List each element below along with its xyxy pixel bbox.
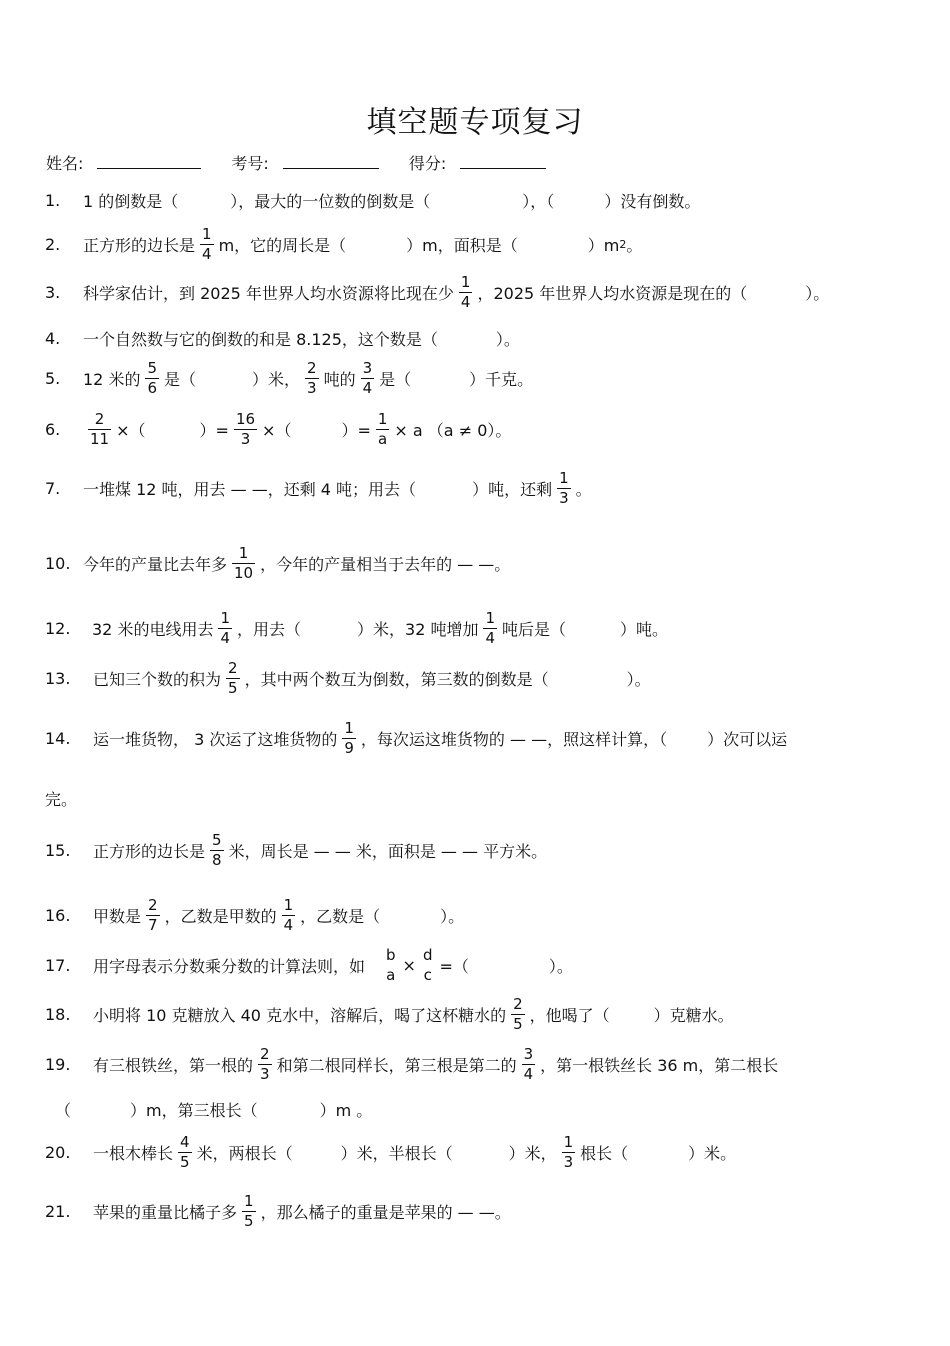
question-number: 15. [45, 840, 71, 860]
fraction: $\frac{1}{4}$ [485, 608, 496, 647]
question-text: 一堆煤 12 吨，用去 — —，还剩 4 吨；用去（ ）吨，还剩 $\frac{1}{3}$ 。 [83, 468, 592, 507]
fraction: $\frac{2}{7}$ [148, 895, 158, 934]
question-14 [0, 716, 950, 760]
question-19 [0, 1042, 950, 1086]
fraction: $\frac{1}{5}$ [244, 1191, 254, 1230]
question-text: 运一堆货物， 3 次运了这堆货物的 $\frac{1}{9}$ ，每次运这堆货物的 — —，照这样计算，（ ）次可以运 [93, 718, 788, 757]
fraction: $\frac{1}{3}$ [559, 468, 569, 507]
question-text: 用字母表示分数乘分数的计算法则，如 b a × d c =（ ）。 [93, 945, 573, 984]
question-10 [0, 541, 950, 585]
fraction: $\frac{2}{11}$ [90, 409, 110, 448]
fraction: b a [386, 945, 396, 984]
fraction: $\frac{1}{3}$ [563, 1132, 574, 1171]
question-3 [0, 270, 950, 314]
fraction: $\frac{5}{8}$ [212, 830, 222, 869]
question-text: 12 米的 $\frac{5}{6}$ 是（ ）米， $\frac{2}{3}$ 吨的 $\frac{3}{4}$ 是（ ）千克。 [83, 358, 534, 397]
score-blank[interactable] [460, 150, 546, 169]
question-text: 正方形的边长是 $\frac{5}{8}$ 米，周长是 — — 米，面积是 — — 平方米。 [93, 830, 548, 869]
fraction: $\frac{16}{3}$ [235, 409, 256, 448]
question-number: 14. [45, 728, 71, 748]
question-text: 今年的产量比去年多 $\frac{1}{10}$ ，今年的产量相当于去年的 — —。 [83, 543, 511, 582]
fraction: $\frac{2}{3}$ [307, 358, 317, 397]
question-text: 一个自然数与它的倒数的和是 8.125，这个数是（ ）。 [83, 329, 520, 349]
question-18 [0, 992, 950, 1036]
question-number: 6. [45, 419, 61, 439]
question-text: 已知三个数的积为 $\frac{2}{5}$ ，其中两个数互为倒数，第三数的倒数是（ ）。 [93, 658, 651, 697]
question-text: 一根木棒长 $\frac{4}{5}$ 米，两根长（ ）米，半根长（ ）米， $\frac{1}{3}$ 根长（ ）米。 [93, 1132, 737, 1171]
question-number: 5. [45, 368, 61, 388]
question-text: 苹果的重量比橘子多 $\frac{1}{5}$ ，那么橘子的重量是苹果的 — —。 [93, 1191, 511, 1230]
fraction: $\frac{1}{4}$ [220, 608, 230, 647]
question-5 [0, 356, 950, 400]
question-2 [0, 222, 950, 266]
id-label: 考号: [231, 154, 269, 173]
question-12 [0, 606, 950, 650]
page-title: 填空题专项复习 [366, 105, 584, 140]
question-number: 3. [45, 282, 61, 302]
fraction: $\frac{1}{a}$ [377, 409, 388, 448]
question-number: 2. [45, 234, 61, 254]
question-text: 32 米的电线用去 $\frac{1}{4}$ ，用去（ ）米，32 吨增加 $\frac{1}{4}$ 吨后是（ ）吨。 [92, 608, 669, 647]
question-16 [0, 893, 950, 937]
fraction: $\frac{4}{5}$ [180, 1132, 190, 1171]
fraction: d c [422, 945, 433, 984]
question-13 [0, 656, 950, 700]
question-number: 10. [45, 553, 71, 573]
question-6 [0, 407, 950, 451]
question-number: 17. [45, 955, 71, 975]
question-text: 科学家估计，到 2025 年世界人均水资源将比现在少 $\frac{1}{4}$ ，2025 年世界人均水资源是现在的（ ）。 [83, 272, 830, 311]
question-number: 12. [45, 618, 71, 638]
question-text: 有三根铁丝，第一根的 $\frac{2}{3}$ 和第二根同样长，第三根是第二的 $\frac{3}{4}$ ，第一根铁丝长 36 m，第二根长 [93, 1044, 779, 1083]
question-17 [0, 943, 950, 987]
question-number: 18. [45, 1004, 71, 1024]
question-15 [0, 828, 950, 872]
fraction: $\frac{1}{4}$ [202, 224, 212, 263]
id-blank[interactable] [283, 150, 379, 169]
question-7 [0, 466, 950, 510]
question-text: 正方形的边长是 $\frac{1}{4}$ m，它的周长是（ ）m，面积是（ ）m 2 。 [83, 224, 643, 263]
question-21 [0, 1189, 950, 1233]
question-number: 19. [45, 1054, 71, 1074]
name-blank[interactable] [97, 150, 201, 169]
question-number: 21. [45, 1201, 71, 1221]
fraction: $\frac{5}{6}$ [147, 358, 157, 397]
fraction: $\frac{3}{4}$ [362, 358, 373, 397]
question-20 [0, 1130, 950, 1174]
fraction: $\frac{1}{9}$ [344, 718, 354, 757]
score-label: 得分: [408, 154, 447, 173]
question-text: 甲数是 $\frac{2}{7}$ ，乙数是甲数的 $\frac{1}{4}$ ，乙数是（ ）。 [93, 895, 465, 934]
question-1 [0, 189, 950, 211]
question-text: 小明将 10 克糖放入 40 克水中，溶解后，喝了这杯糖水的 $\frac{2}{5}$ ，他喝了（ ）克糖水。 [93, 994, 734, 1033]
question-number: 7. [45, 478, 61, 498]
question-number: 4. [45, 328, 61, 348]
question-number: 16. [45, 905, 71, 925]
fraction: $\frac{2}{5}$ [513, 994, 523, 1033]
question-19-continued: （ ）m，第三根长（ ）m 。 [55, 1100, 373, 1120]
fraction: $\frac{1}{4}$ [460, 272, 471, 311]
fraction: $\frac{1}{4}$ [283, 895, 294, 934]
student-info-header [46, 150, 576, 174]
question-number: 20. [45, 1142, 71, 1162]
fraction: $\frac{3}{4}$ [523, 1044, 534, 1083]
question-text: $\frac{2}{11}$ ×（ ）= $\frac{16}{3}$ ×（ ）= $\frac{1}{a}$ × a （a ≠ 0）。 [90, 409, 512, 448]
question-number: 13. [45, 668, 71, 688]
fraction: $\frac{2}{3}$ [260, 1044, 270, 1083]
question-text: 1 的倒数是（ ），最大的一位数的倒数是（ ），（ ）没有倒数。 [83, 191, 701, 211]
question-4 [0, 327, 950, 349]
question-14-continued: 完。 [45, 789, 78, 809]
name-label: 姓名: [46, 154, 84, 173]
question-number: 1. [45, 190, 61, 210]
fraction: $\frac{1}{10}$ [234, 543, 254, 582]
fraction: $\frac{2}{5}$ [228, 658, 238, 697]
